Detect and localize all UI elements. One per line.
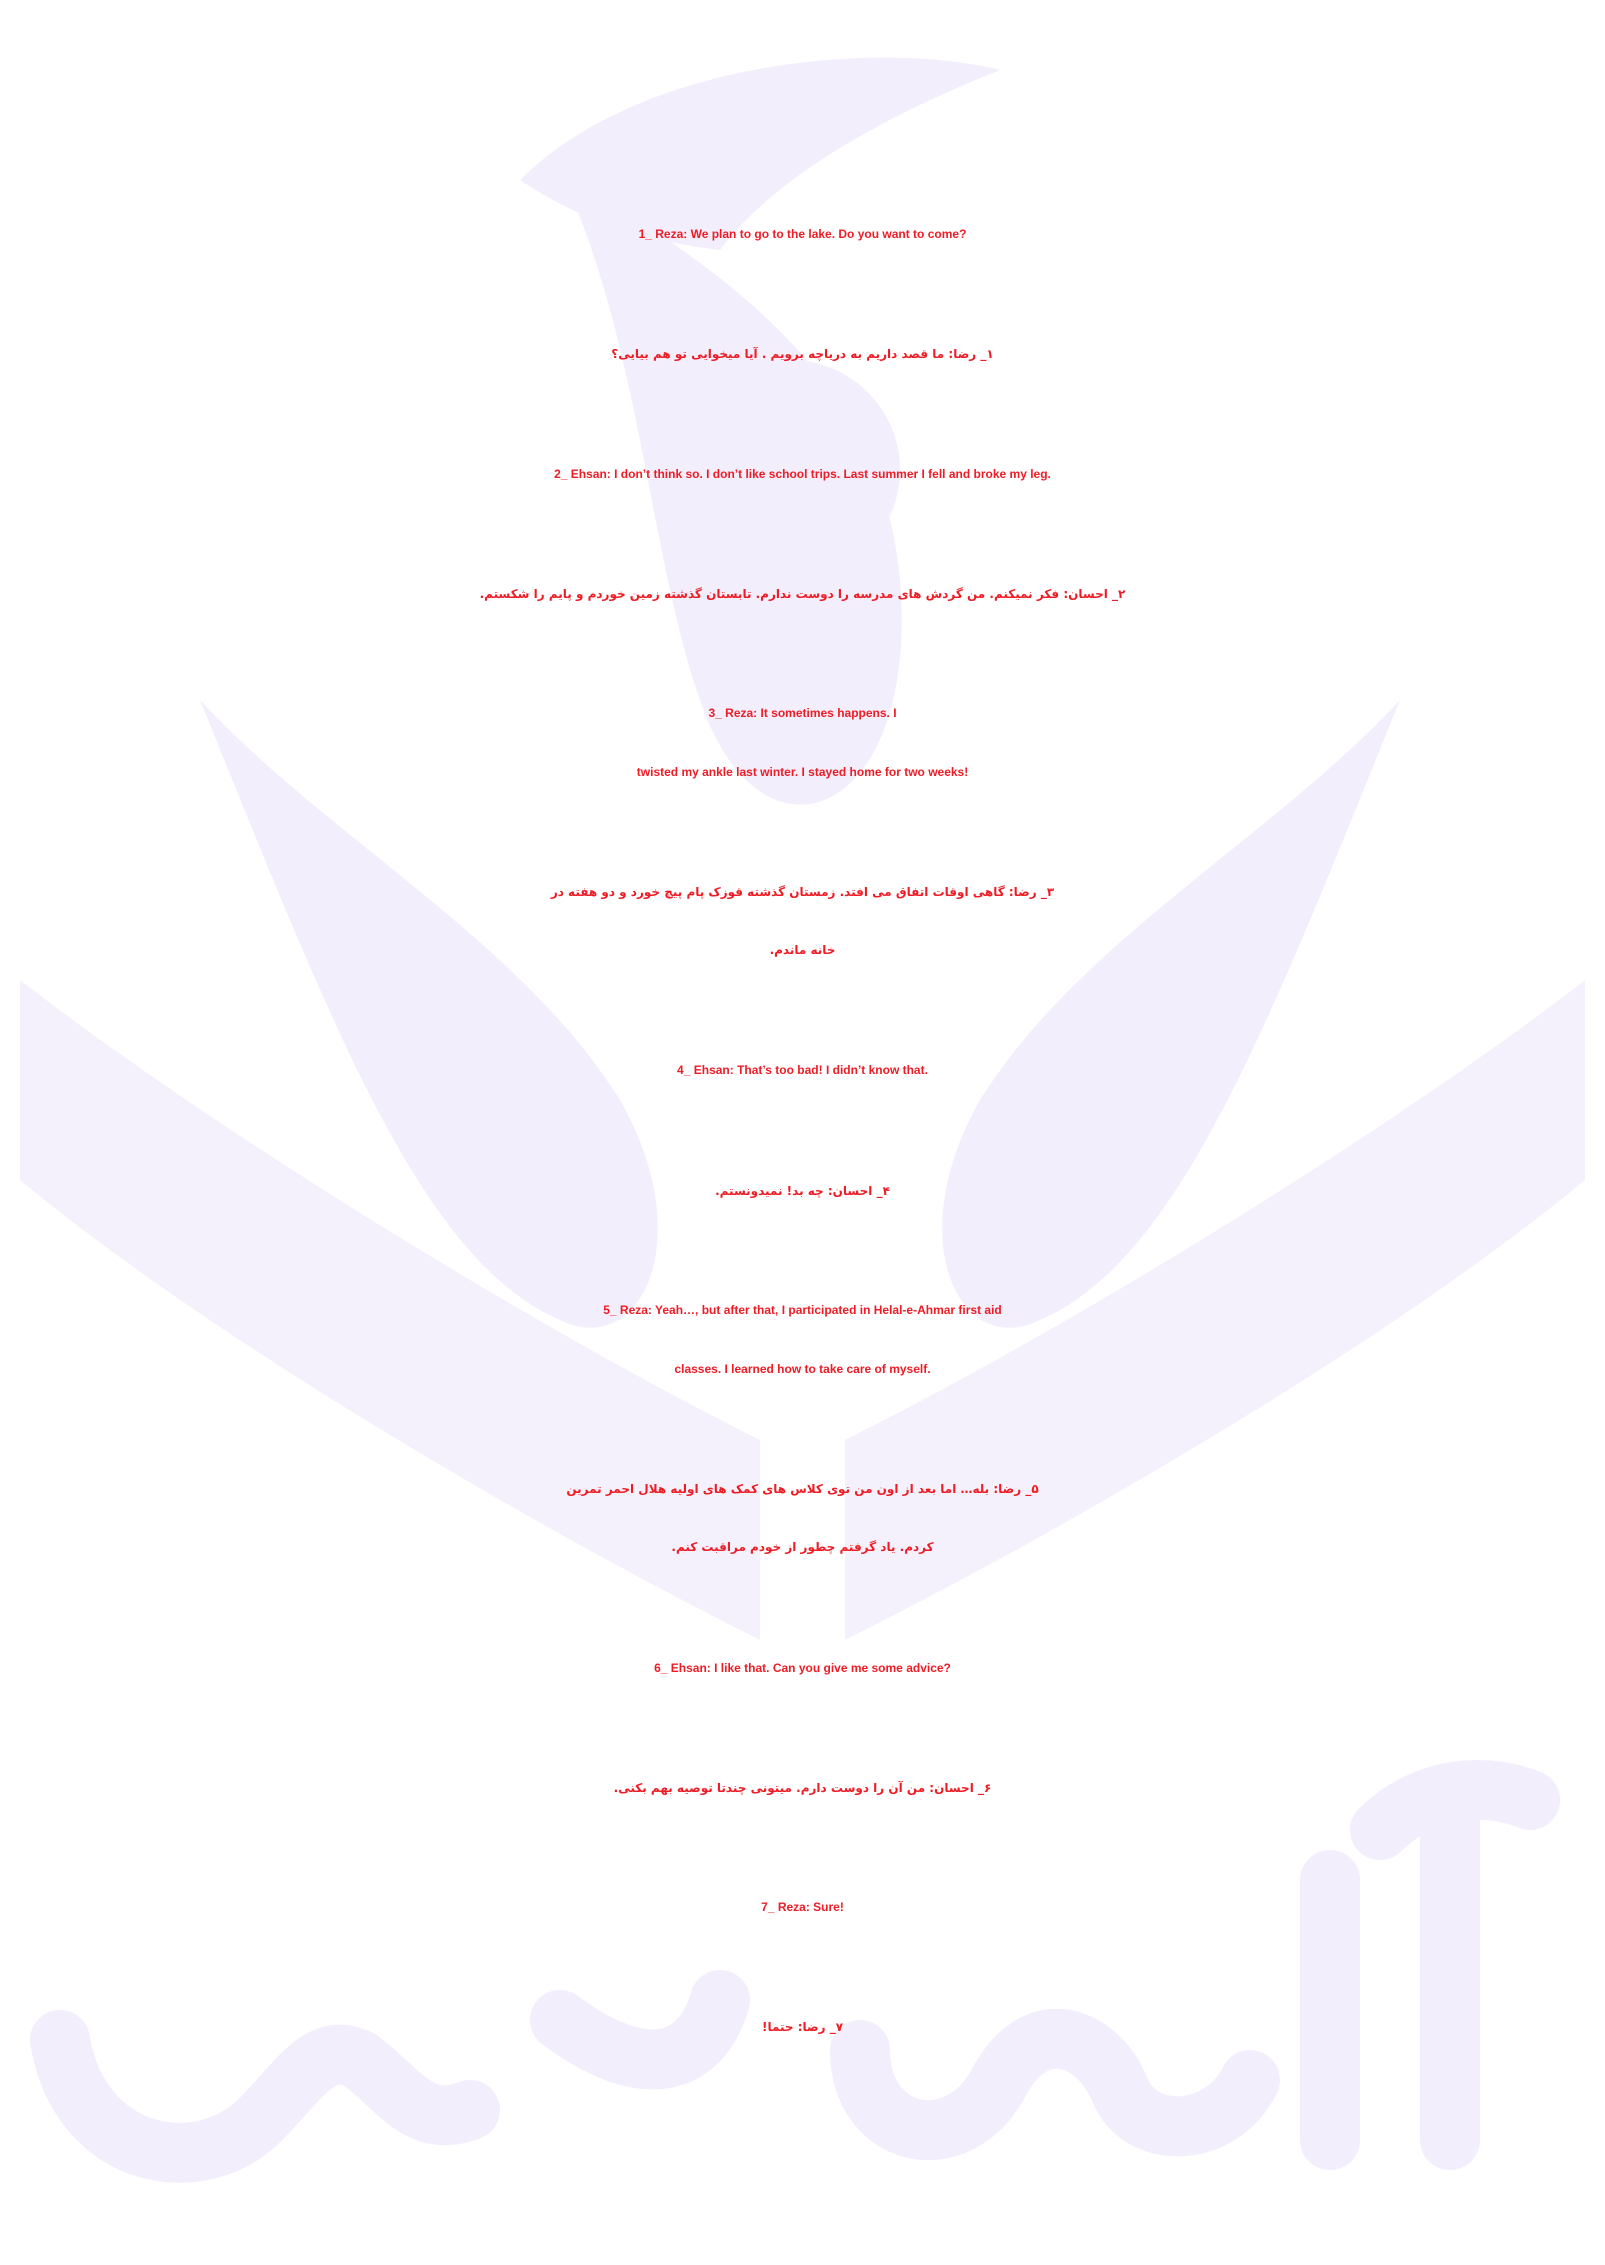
dialogue-6-english: 6_ Ehsan: I like that. Can you give me some advice? — [654, 1661, 951, 1675]
dialogue-3-persian-line-2: خانه ماندم. — [769, 943, 836, 957]
dialogue-2-persian: ۲_ احسان: فکر نمیکنم. من گردش های مدرسه را دوست ندارم. تابستان گذشته زمین خوردم و پایم را شکستم. — [479, 587, 1126, 601]
dialogue-1-persian: ۱_ رضا: ما قصد داریم به دریاچه برویم . آیا میخوایی تو هم بیایی؟ — [611, 347, 994, 361]
dialogue-3-english-line-1: 3_ Reza: It sometimes happens. I — [708, 706, 897, 720]
dialogue-5-persian-line-1: ۵_ رضا: بله… اما بعد از اون من توی کلاس های کمک های اولیه هلال احمر تمرین — [566, 1482, 1039, 1496]
dialogue-4-persian: ۴_ احسان: چه بد! نمیدونستم. — [715, 1184, 890, 1198]
dialogue-1-english: 1_ Reza: We plan to go to the lake. Do you want to come? — [638, 227, 967, 241]
dialogue-3-persian-line-1: ۳_ رضا: گاهی اوقات اتفاق می افتد. زمستان گذشته قوزک پام پیچ خورد و دو هفته در — [550, 885, 1055, 899]
dialogue-5-persian-line-2: کردم. یاد گرفتم چطور از خودم مراقبت کنم. — [671, 1540, 934, 1554]
dialogue-7-english: 7_ Reza: Sure! — [761, 1900, 844, 1914]
dialogue-5-english-line-2: classes. I learned how to take care of myself. — [674, 1362, 931, 1376]
dialogue-2-english: 2_ Ehsan: I don’t think so. I don’t like school trips. Last summer I fell and broke my leg. — [554, 467, 1051, 481]
dialogue-6-persian: ۶_ احسان: من آن را دوست دارم. میتونی چندتا توصیه بهم بکنی. — [613, 1781, 992, 1795]
dialogue-5-english-line-1: 5_ Reza: Yeah…, but after that, I participated in Helal-e-Ahmar first aid — [603, 1303, 1002, 1317]
dialogue-7-persian: ۷_ رضا: حتما! — [761, 2020, 844, 2034]
dialogue-4-english: 4_ Ehsan: That’s too bad! I didn’t know that. — [677, 1063, 928, 1077]
dialogue-3-english-line-2: twisted my ankle last winter. I stayed home for two weeks! — [636, 765, 969, 779]
